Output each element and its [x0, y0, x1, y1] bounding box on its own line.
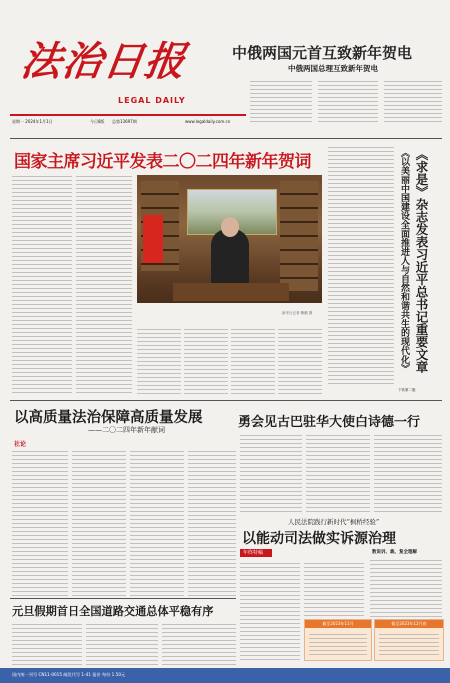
bottom-left-col-1 — [12, 621, 82, 665]
masthead-logo — [18, 12, 192, 124]
mid-right-col-1 — [240, 432, 302, 514]
column-badge-label: 年终特稿 — [243, 550, 264, 556]
top-right-subhead: 中俄两国总理互致新年贺电 — [288, 64, 378, 73]
top-right-body-2 — [318, 78, 378, 124]
bottom-right-kicker: 人民法院践行新时代“枫桥经验” — [288, 518, 380, 526]
vertical-story-line1: 《求是》杂志发表习近平总书记重要文章 — [414, 148, 429, 373]
bottom-right-col-1 — [240, 560, 300, 660]
stat-box-left-title: 截至2023年11月 — [305, 620, 371, 628]
top-right-body-1 — [250, 78, 312, 124]
lead-body-col-4 — [184, 326, 228, 394]
lead-body-col-5 — [231, 326, 275, 394]
lead-body-col-1 — [12, 173, 72, 393]
stat-box-left-body — [309, 631, 367, 657]
chinese-flag — [143, 215, 163, 263]
mid-right-headline: 勇会见古巴驻华大使白诗德一行 — [238, 415, 421, 430]
lead-body-col-6 — [278, 326, 322, 394]
mid-left-col-3 — [130, 448, 184, 596]
lead-photo-caption: 新华社记者 鞠鹏 摄 — [282, 311, 313, 315]
stat-box-right — [374, 619, 444, 661]
bottom-left-col-2 — [86, 621, 158, 665]
stat-box-right-body — [379, 631, 439, 657]
speaker-head — [221, 217, 239, 237]
mid-left-headline: 以高质量法治保障高质量发展 — [14, 409, 203, 426]
bottom-right-headline: 以能动司法做实诉源治理 — [242, 531, 396, 547]
lead-body-col-2 — [76, 173, 132, 393]
bottom-right-sidebar-title: 数说诉、裁、复全理解 — [372, 550, 417, 555]
top-right-body-3 — [384, 78, 442, 124]
bottom-left-headline: 元旦假期首日全国道路交通总体平稳有序 — [12, 604, 214, 618]
middle-rule — [10, 400, 442, 401]
masthead-logo-text: 法治日报 — [18, 38, 189, 85]
top-rule — [10, 138, 442, 139]
masthead-rule — [10, 114, 246, 116]
bottom-right-col-2 — [304, 560, 364, 616]
bookshelf-right — [280, 181, 318, 291]
mid-left-section: 社论 — [14, 441, 27, 448]
mid-left-col-4 — [188, 448, 236, 596]
mid-left-col-2 — [72, 448, 126, 596]
lead-body-col-3 — [137, 326, 181, 394]
masthead-english: LEGAL DAILY — [118, 96, 186, 105]
bottom-right-col-3 — [370, 557, 442, 617]
lead-photo — [137, 175, 322, 323]
mid-left-subhead: ——二〇二四年新年献词 — [88, 426, 165, 434]
stat-box-left — [304, 619, 372, 661]
mid-right-col-2 — [306, 432, 370, 514]
mid-left-col-1 — [12, 448, 68, 596]
masthead-issue: 今日8版 — [90, 119, 105, 124]
vertical-story-byline: 下转第二版 — [398, 388, 416, 392]
stat-box-right-title: 截至2023年12月底 — [375, 620, 443, 628]
vertical-story-line2: 《以美丽中国建设全面推进人与自然和谐共生的现代化》 — [399, 148, 409, 373]
desk — [173, 283, 289, 301]
masthead-date: 星期一 2024年1月1日 — [12, 119, 53, 124]
bottom-left-col-3 — [162, 621, 236, 665]
bottom-left-rule — [10, 598, 236, 599]
speaker-figure — [211, 229, 249, 285]
mid-right-col-3 — [374, 432, 442, 514]
lead-headline: 国家主席习近平发表二〇二四年新年贺词 — [14, 152, 311, 172]
masthead-serial: 总第13697期 — [112, 119, 137, 124]
top-right-headline: 中俄两国元首互致新年贺电 — [232, 44, 413, 62]
masthead-website[interactable]: www.legaldaily.com.cn — [185, 119, 231, 124]
footer-text: 国内统一刊号 CN11-0015 邮发代号 1-41 报价 每份 1.50元 — [12, 672, 126, 677]
vertical-story-body — [328, 144, 394, 384]
